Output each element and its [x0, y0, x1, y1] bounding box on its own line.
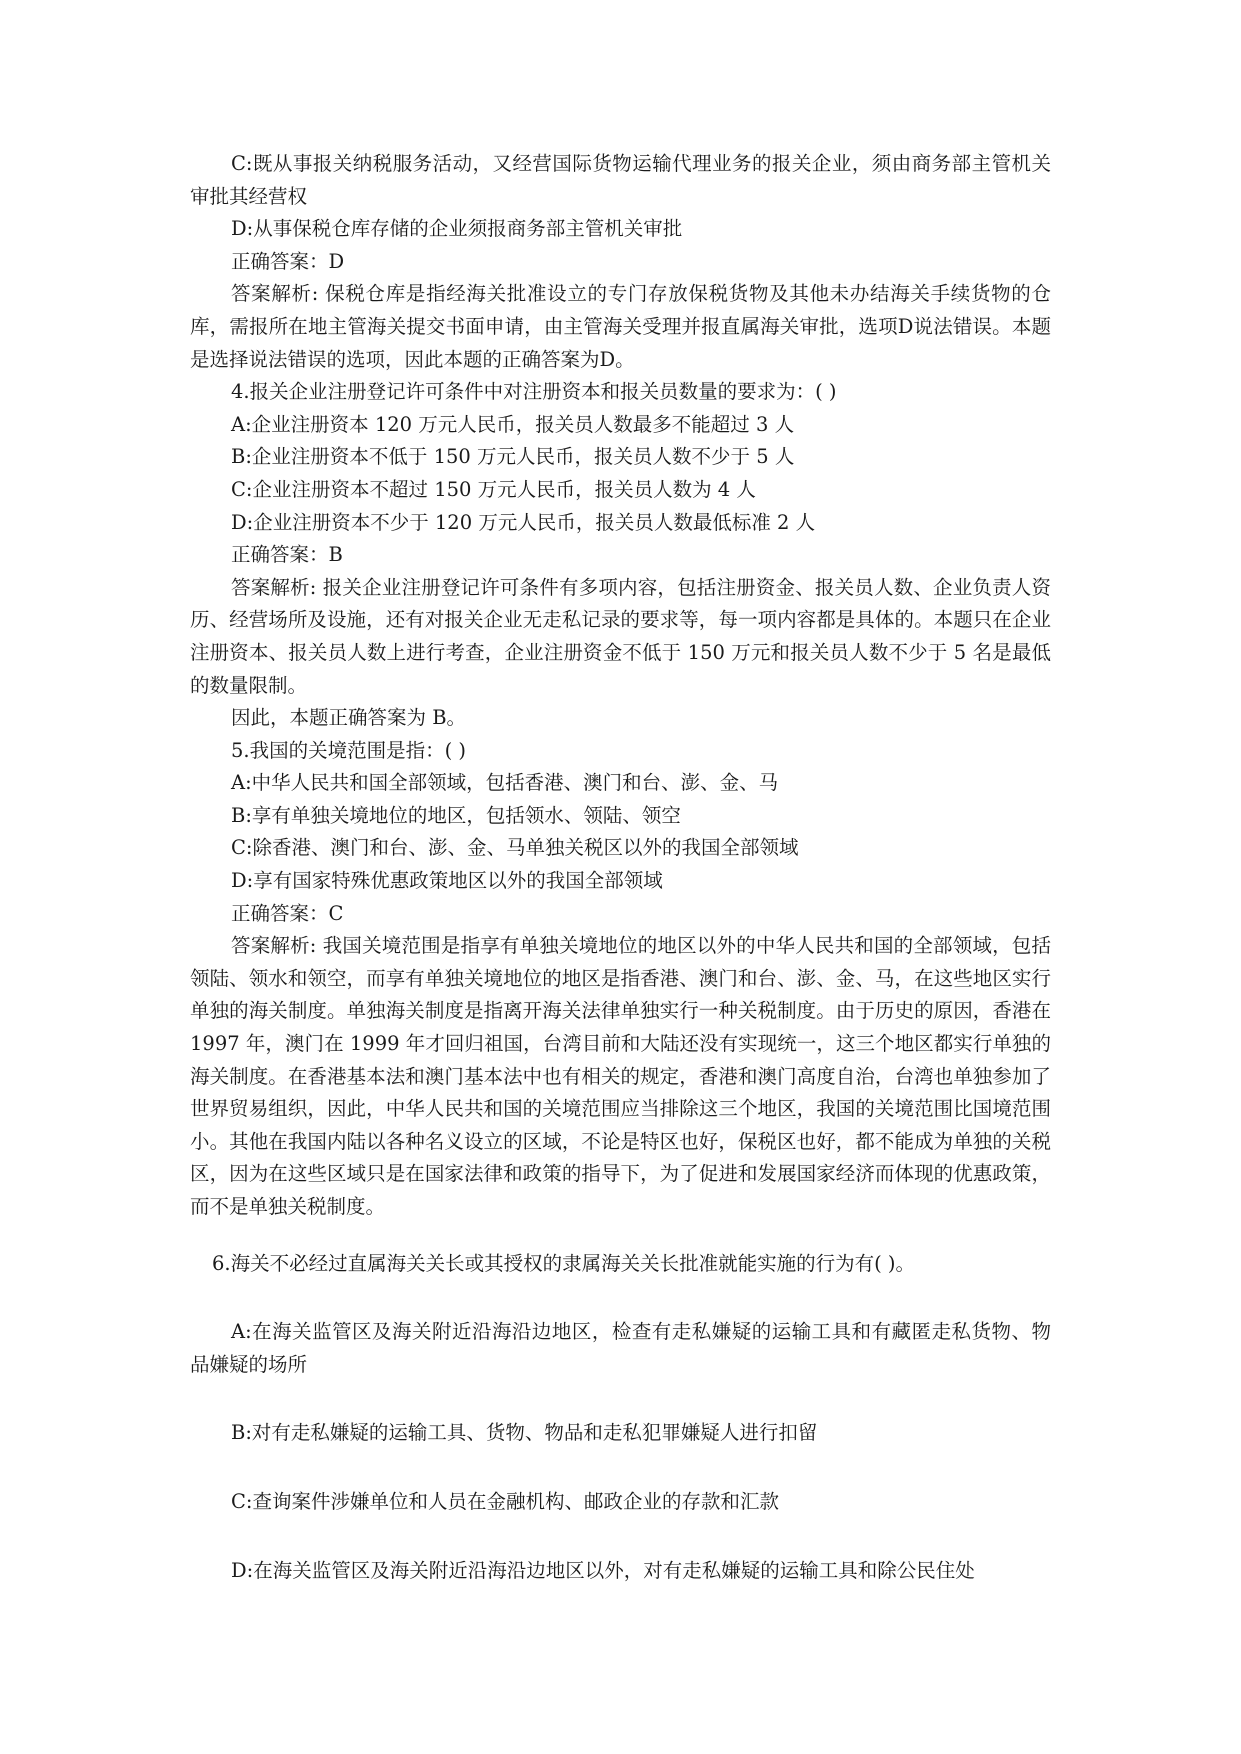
q3-option-d: D:从事保税仓库存储的企业须报商务部主管机关审批	[231, 217, 683, 241]
q4-option-b: B:企业注册资本不低于 150 万元人民币，报关员人数不少于 5 人	[231, 445, 795, 469]
q6-question: 6.海关不必经过直属海关关长或其授权的隶属海关关长批准就能实施的行为有( )。	[212, 1251, 916, 1275]
q6-option-d: D:在海关监管区及海关附近沿海沿边地区以外，对有走私嫌疑的运输工具和除公民住处	[231, 1558, 975, 1582]
q6-option-a: A:在海关监管区及海关附近沿海沿边地区，检查有走私嫌疑的运输工具和有藏匿走私货物、物品嫌疑的场所	[190, 1320, 1051, 1376]
q4-option-c: C:企业注册资本不超过 150 万元人民币，报关员人数为 4 人	[231, 477, 756, 501]
q4-question: 4.报关企业注册登记许可条件中对注册资本和报关员数量的要求为：( )	[231, 380, 837, 404]
q4-option-d: D:企业注册资本不少于 120 万元人民币，报关员人数最低标准 2 人	[231, 510, 816, 534]
q4-conclusion: 因此，本题正确答案为 B。	[231, 706, 467, 730]
q5-option-b: B:享有单独关境地位的地区，包括领水、领陆、领空	[231, 803, 681, 827]
q6-option-c: C:查询案件涉嫌单位和人员在金融机构、邮政企业的存款和汇款	[231, 1489, 779, 1513]
q3-answer: 正确答案：D	[231, 249, 345, 273]
q4-option-a: A:企业注册资本 120 万元人民币，报关员人数最多不能超过 3 人	[231, 412, 795, 436]
q5-question: 5.我国的关境范围是指：( )	[231, 738, 467, 762]
q5-option-d: D:享有国家特殊优惠政策地区以外的我国全部领域	[231, 869, 663, 893]
q4-answer: 正确答案：B	[231, 543, 343, 567]
q5-option-c: C:除香港、澳门和台、澎、金、马单独关税区以外的我国全部领域	[231, 836, 799, 860]
q5-answer: 正确答案：C	[231, 901, 344, 925]
q5-analysis: 答案解析: 我国关境范围是指享有单独关境地位的地区以外的中华人民共和国的全部领域，包括领陆、领水和领空，而享有单独关境地位的地区是指香港、澳门和台、澎、金、马，在这些地区实行单独的海关制度。单独海关制度是指离开海关法律单独实行一种关税制度。由于历史的原因，香港在 1997 年，澳门在 1999 年才回归祖国，台湾目前和大陆还没有实现统一，这三个地区都实行单独的海关制度。在香港基本法和澳门基本法中也有相关的规定，香港和澳门高度自治，台湾也单独参加了世界贸易组织，因此，中华人民共和国的关境范围应当排除这三个地区，我国的关境范围比国境范围小。其他在我国内陆以各种名义设立的区域，不论是特区也好，保税区也好，都不能成为单独的关税区，因为在这些区域只是在国家法律和政策的指导下，为了促进和发展国家经济而体现的优惠政策，而不是单独关税制度。	[190, 934, 1051, 1218]
q6-option-b: B:对有走私嫌疑的运输工具、货物、物品和走私犯罪嫌疑人进行扣留	[231, 1421, 818, 1445]
q3-analysis: 答案解析: 保税仓库是指经海关批准设立的专门存放保税货物及其他未办结海关手续货物的仓库，需报所在地主管海关提交书面申请，由主管海关受理并报直属海关审批，选项D说法错误。本题是选择说法错误的选项，因此本题的正确答案为D。	[190, 282, 1051, 371]
q5-option-a: A:中华人民共和国全部领域，包括香港、澳门和台、澎、金、马	[231, 771, 779, 795]
q4-analysis: 答案解析: 报关企业注册登记许可条件有多项内容，包括注册资金、报关员人数、企业负责人资历、经营场所及设施，还有对报关企业无走私记录的要求等，每一项内容都是具体的。本题只在企业注册资本、报关员人数上进行考查，企业注册资金不低于 150 万元和报关员人数不少于 5 名是最低的数量限制。	[190, 575, 1051, 697]
q3-option-c: C:既从事报关纳税服务活动，又经营国际货物运输代理业务的报关企业，须由商务部主管机关审批其经营权	[190, 152, 1051, 208]
